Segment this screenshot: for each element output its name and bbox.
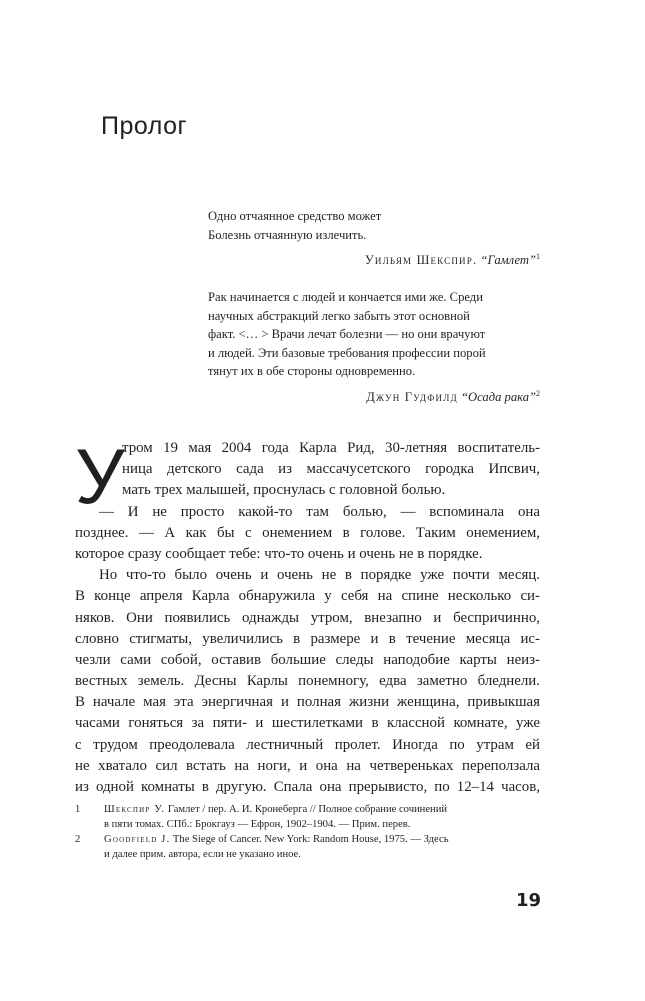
footnote-text: Гамлет / пер. А. И. Кронеберга // Полное собрание сочинений xyxy=(165,804,448,815)
body-line: ница детского сада из массачусетского городка Ипсвич, xyxy=(122,461,540,478)
footnote-ref: 2 xyxy=(536,388,540,398)
footnote-number: 1 xyxy=(75,804,81,815)
epigraph-line: тянут их в обе стороны одновременно. xyxy=(208,364,416,379)
epigraph-goodfield xyxy=(208,288,540,407)
body-text xyxy=(75,432,540,798)
chapter-title: Пролог xyxy=(101,112,188,140)
body-line: вестных земель. Десны Карлы понемногу, едва заметно бледнели. xyxy=(75,673,540,690)
body-line: Но что-то было очень и очень не в порядке уже почти месяц. xyxy=(99,567,540,584)
body-line: няков. Они появились однажды утром, внезапно и беспричинно, xyxy=(75,609,540,626)
page-number: 19 xyxy=(516,890,542,911)
footnote-number: 2 xyxy=(75,834,81,845)
body-line: — И не просто какой-то там болью, — вспоминала она xyxy=(99,503,540,520)
epigraph-attribution xyxy=(208,248,540,270)
epigraph-line: факт. <… > Врачи лечат болезни — но они врачуют xyxy=(208,327,486,342)
footnote-text: The Siege of Cancer. New York: Random House, 1975. — Здесь xyxy=(170,834,449,845)
epigraph-author: Уильям Шекспир. xyxy=(364,253,478,268)
epigraph-line: и людей. Эти базовые требования профессии порой xyxy=(208,345,486,360)
epigraph-line: Одно отчаянное средство может xyxy=(208,209,382,223)
footnote-text: и далее прим. автора, если не указано иное. xyxy=(104,849,301,860)
body-line: из одной комнаты в другую. Спала она прерывисто, по 12–14 часов, xyxy=(75,779,540,795)
body-line: которое сразу сообщает тебе: что-то очень и очень не в порядке. xyxy=(75,545,483,562)
body-line: мать трех малышей, проснулась с головной болью. xyxy=(122,482,446,499)
footnote-text: в пяти томах. СПб.: Брокгауз — Ефрон, 1902–1904. — Прим. перев. xyxy=(104,819,411,830)
body-line: не хватало сил встать на ноги, и она на четвереньках переползала xyxy=(75,757,540,774)
body-line: с трудом преодолевала лестничный пролет. Иногда по утрам ей xyxy=(75,736,540,753)
body-line: часами гоняться за пяти- и шестилетками в классной комнате, уже xyxy=(75,715,540,732)
body-line: В начале мая эта энергичная и полная жизни женщина, привыкшая xyxy=(75,694,540,711)
epigraph-attribution xyxy=(208,385,540,407)
epigraph-work: “Гамлет” xyxy=(480,253,536,268)
epigraph-line: Рак начинается с людей и кончается ими же. Среди xyxy=(208,290,483,304)
body-line: В конце апреля Карла обнаружила у себя на спине несколько си- xyxy=(75,588,540,605)
epigraph-author: Джун Гудфилд xyxy=(366,390,458,405)
footnote-author: Шекспир У. xyxy=(104,804,166,815)
epigraph-line: научных абстракций легко забыть этот основной xyxy=(208,308,470,323)
body-line: позднее. — А как бы с онемением в голове. Таким онемением, xyxy=(75,524,540,541)
drop-cap: У xyxy=(75,432,125,520)
footnote-author: Goodfield J. xyxy=(104,834,171,845)
body-line: тром 19 мая 2004 года Карла Рид, 30-летняя воспитатель- xyxy=(122,440,540,456)
body-line: чезли сами собой, оставив большие следы наподобие карты неиз- xyxy=(75,651,540,668)
epigraph-shakespeare xyxy=(208,207,540,270)
epigraph-work: “Осада рака” xyxy=(461,390,536,405)
epigraph-line: Болезнь отчаянную излечить. xyxy=(208,227,367,242)
body-line: словно стигматы, увеличились в размере и в течение месяца ис- xyxy=(75,630,540,647)
footnote-ref: 1 xyxy=(536,252,540,262)
